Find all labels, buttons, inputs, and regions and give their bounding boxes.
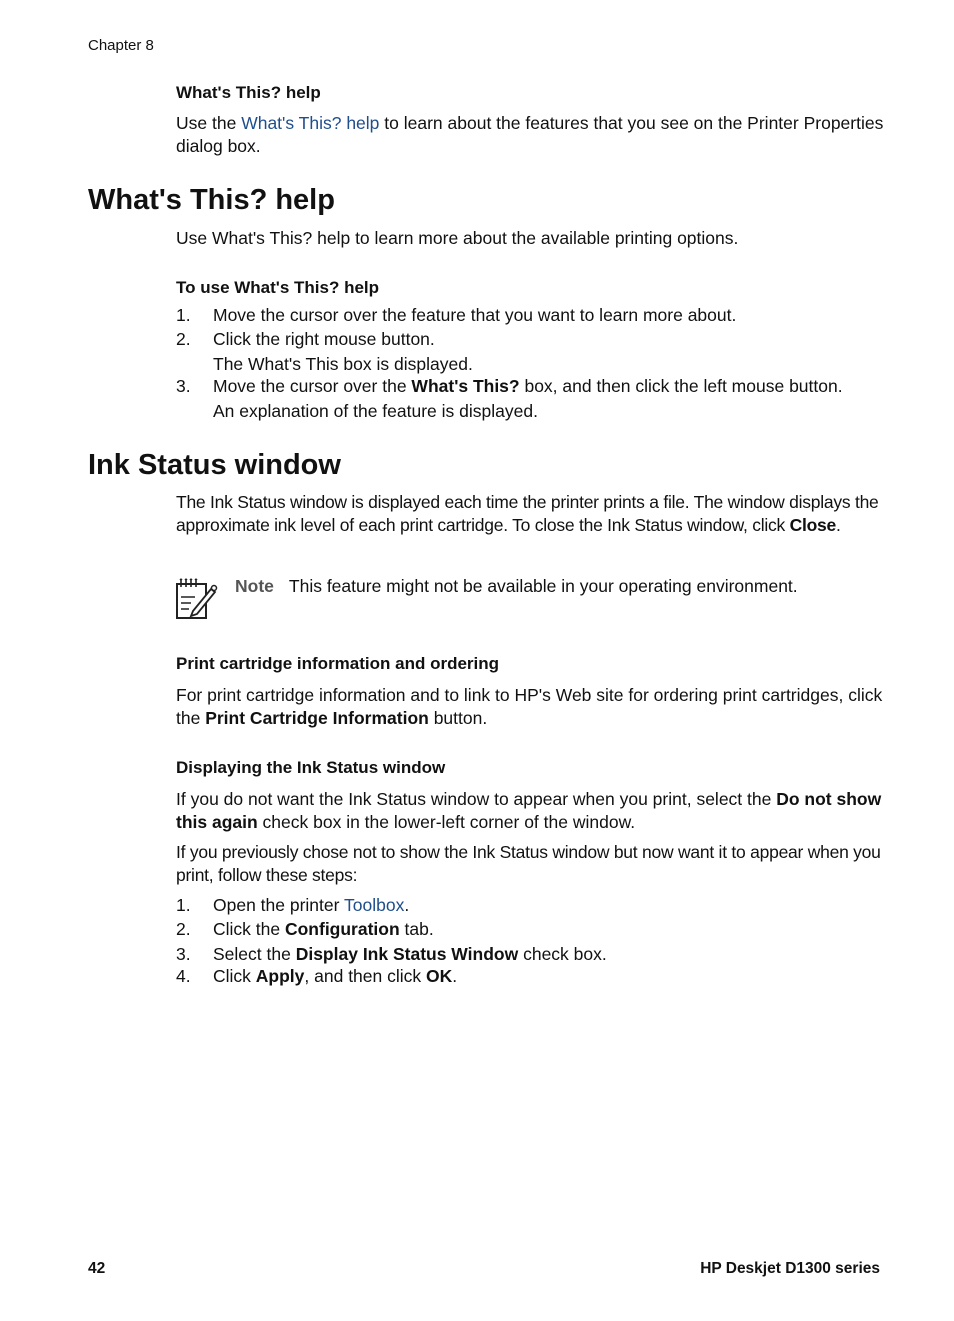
text: .: [404, 895, 410, 915]
paragraph: Use What's This? help to learn more about the available printing options.: [176, 228, 739, 248]
section-title: Ink Status window: [88, 449, 341, 481]
text: Click the: [213, 919, 285, 939]
paragraph: If you previously chose not to show the Ink Status window but now want it to appear when you print, follow these steps:: [176, 842, 881, 885]
paragraph: [176, 788, 886, 833]
text: tab.: [399, 919, 434, 939]
text: Use the: [176, 113, 242, 133]
text: box, and then click the left mouse button.: [519, 376, 843, 396]
step-number: 3.: [176, 376, 191, 396]
step-result: The What's This box is displayed.: [213, 354, 473, 374]
whats-this-help-link[interactable]: What's This? help: [241, 113, 380, 133]
text: to learn about the features that you see on the Printer Properties dialog box.: [176, 113, 884, 156]
bold-text: Display Ink Status Window: [295, 944, 519, 964]
chapter-header: Chapter 8: [88, 37, 154, 54]
paragraph: [176, 491, 886, 536]
paragraph: [176, 112, 886, 157]
text: check box.: [518, 944, 607, 964]
step-text: [213, 943, 607, 966]
step-number: 2.: [176, 919, 191, 939]
bold-text: What's This?: [411, 376, 520, 396]
step-text: [213, 918, 434, 941]
paragraph: [176, 684, 886, 729]
note-pencil-icon: [175, 577, 219, 621]
bold-text: Configuration: [284, 919, 400, 939]
text: check box in the lower-left corner of the window.: [257, 811, 636, 832]
product-name: HP Deskjet D1300 series: [700, 1260, 880, 1277]
step-number: 2.: [176, 329, 191, 349]
text: Click: [213, 966, 256, 986]
step-number: 1.: [176, 895, 191, 915]
text: .: [836, 514, 841, 535]
toolbox-link[interactable]: Toolbox: [344, 895, 405, 915]
section-title: What's This? help: [88, 184, 335, 216]
text: Select the: [213, 944, 296, 964]
bold-text: Apply: [255, 966, 305, 986]
step-number: 3.: [176, 944, 191, 964]
note-text: This feature might not be available in your operating environment.: [288, 576, 798, 596]
subsection-title: Print cartridge information and ordering: [176, 654, 500, 673]
text: Move the cursor over the: [213, 376, 412, 396]
step-text: [213, 375, 843, 398]
step-text: [213, 894, 409, 917]
text: .: [452, 966, 458, 986]
subsection-title: Displaying the Ink Status window: [176, 758, 446, 777]
bold-text: OK: [426, 966, 453, 986]
bold-text: Do not show this again: [176, 789, 882, 832]
step-number: 1.: [176, 305, 191, 325]
step-number: 4.: [176, 966, 191, 986]
text: Open the printer: [213, 895, 345, 915]
page-number: 42: [88, 1260, 106, 1277]
step-result: An explanation of the feature is displayed.: [213, 401, 538, 421]
bold-text: Print Cartridge Information: [205, 707, 429, 728]
bold-text: Close: [789, 514, 837, 535]
note-label: Note: [235, 576, 274, 596]
subsection-title: To use What's This? help: [176, 278, 380, 297]
step-text: Move the cursor over the feature that you want to learn more about.: [213, 305, 737, 325]
text: The Ink Status window is displayed each time the printer prints a file. The window displays the approximate ink level of each print cartridge. To close the Ink Status window, click: [176, 492, 879, 535]
text: For print cartridge information and to link to HP's Web site for ordering print cartridges, click the: [176, 685, 883, 728]
note: [235, 575, 798, 598]
text: button.: [428, 707, 488, 728]
text: , and then click: [304, 966, 427, 986]
step-text: [213, 965, 457, 988]
subsection-title: What's This? help: [176, 83, 321, 102]
step-text: Click the right mouse button.: [213, 329, 435, 349]
text: If you do not want the Ink Status window to appear when you print, select the: [176, 789, 777, 809]
